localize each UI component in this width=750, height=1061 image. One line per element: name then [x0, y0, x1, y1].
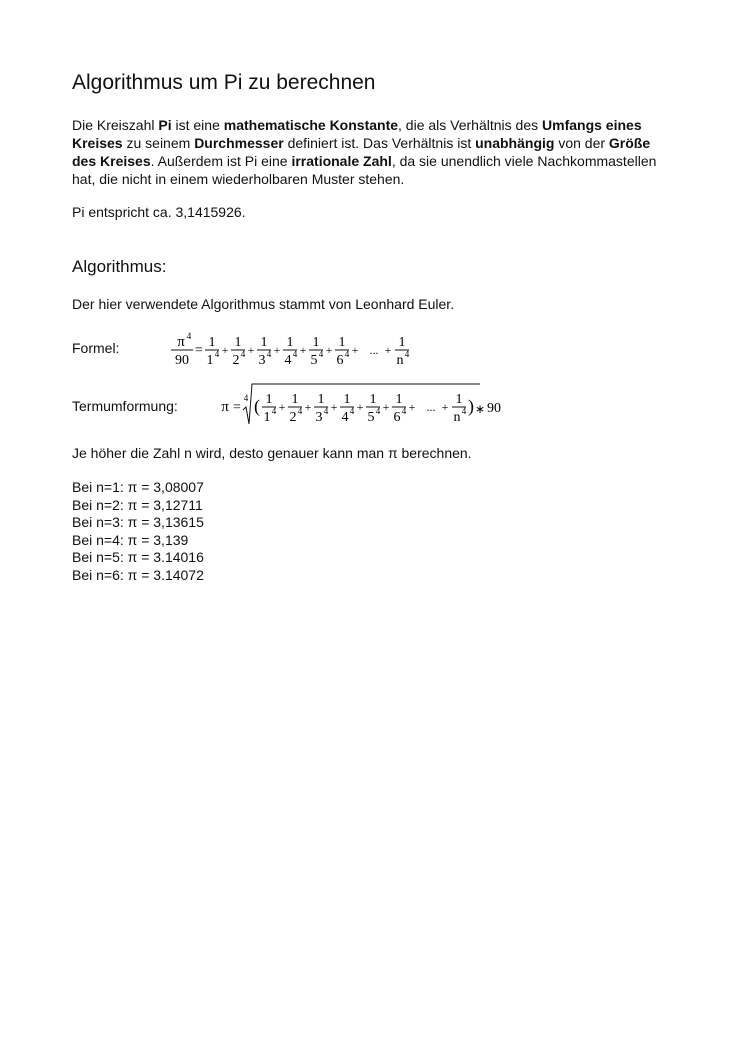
transformation-label: Termumformung:: [72, 398, 178, 414]
plus-sign: +: [356, 400, 364, 414]
plus-sign: +: [382, 400, 390, 414]
exponent: 4: [186, 331, 192, 341]
intro-text: von der: [554, 135, 609, 151]
fraction-numerator: 1: [317, 392, 325, 407]
result-item: Bei n=6: π = 3.14072: [72, 566, 204, 583]
intro-text: ist eine: [171, 117, 224, 133]
result-item: Bei n=4: π = 3,139: [72, 531, 189, 548]
fraction-denominator: 1: [206, 353, 214, 368]
exponent: 4: [344, 349, 350, 359]
exponent: 4: [266, 349, 272, 359]
result-item: Bei n=5: π = 3.14016: [72, 549, 204, 565]
plus-sign: +: [304, 400, 312, 414]
equals-sign: =: [233, 400, 241, 415]
plus-sign: +: [408, 400, 416, 414]
fraction-numerator: 1: [455, 392, 463, 407]
page-title: Algorithmus um Pi zu berechnen: [72, 71, 376, 94]
fraction-denominator: 2: [289, 410, 297, 425]
exponent: 4: [401, 406, 407, 416]
fraction-denominator: n: [396, 353, 404, 368]
pi-approximation: Pi entspricht ca. 3,1415926.: [72, 204, 246, 220]
pi-symbol: π: [221, 399, 229, 415]
result-item: Bei n=1: π = 3,08007: [72, 479, 204, 495]
transformed-formula: [217, 381, 501, 431]
results-list: [72, 479, 204, 584]
ellipsis: ...: [426, 400, 436, 414]
intro-bold-term: Durchmesser: [194, 135, 284, 151]
fraction-denominator: 3: [258, 353, 266, 368]
intro-text: , da sie unendlich viele Nachkommastellen hat, die nicht in einem wiederholbaren Muster stehen.: [72, 153, 657, 187]
fraction-denominator: 5: [310, 353, 318, 368]
root-index: 4: [243, 393, 249, 403]
exponent: 4: [271, 406, 277, 416]
exponent: 4: [318, 349, 324, 359]
open-paren: (: [254, 396, 260, 416]
plus-sign: +: [247, 343, 255, 357]
fraction-numerator: 1: [395, 392, 403, 407]
intro-paragraph: [72, 116, 672, 188]
intro-bold-term: mathematische Konstante: [223, 117, 399, 133]
intro-bold-term: Umfangs eines Kreises: [72, 117, 642, 151]
fraction-numerator: 1: [312, 335, 320, 350]
intro-text: definiert ist. Das Verhältnis ist: [283, 135, 476, 151]
fraction-denominator: 90: [175, 353, 189, 368]
plus-sign: +: [441, 400, 449, 414]
pi-symbol: π: [177, 334, 185, 350]
intro-text: zu seinem: [122, 135, 195, 151]
fraction-denominator: 4: [341, 410, 349, 425]
factor-90: 90: [487, 401, 501, 416]
equals-sign: =: [195, 343, 203, 358]
exponent: 4: [297, 406, 303, 416]
close-paren: ): [468, 396, 474, 416]
exponent: 4: [404, 349, 410, 359]
intro-text: , die als Verhältnis des: [398, 117, 543, 133]
plus-sign: +: [384, 343, 392, 357]
exponent: 4: [323, 406, 329, 416]
plus-sign: +: [221, 343, 229, 357]
intro-bold-term: irrationale Zahl: [291, 153, 392, 169]
ellipsis: ...: [369, 343, 379, 357]
plus-sign: +: [273, 343, 281, 357]
exponent: 4: [349, 406, 355, 416]
fraction-denominator: 1: [263, 410, 271, 425]
fraction-denominator: 3: [315, 410, 323, 425]
fraction-numerator: 1: [343, 392, 351, 407]
multiply-sign: ∗: [474, 402, 486, 416]
intro-bold-term: unabhängig: [475, 135, 555, 151]
fraction-numerator: 1: [260, 335, 268, 350]
precision-statement: Je höher die Zahl n wird, desto genauer kann man π berechnen.: [72, 445, 472, 461]
fraction-numerator: 1: [265, 392, 273, 407]
section-heading: Algorithmus:: [72, 257, 167, 276]
plus-sign: +: [325, 343, 333, 357]
result-item: Bei n=3: π = 3,13615: [72, 514, 204, 530]
plus-sign: +: [351, 343, 359, 357]
plus-sign: +: [278, 400, 286, 414]
fraction-numerator: 1: [338, 335, 346, 350]
formula-label: Formel:: [72, 340, 120, 356]
fraction-numerator: 1: [398, 335, 406, 350]
fraction-numerator: 1: [369, 392, 377, 407]
fraction-denominator: 6: [393, 410, 401, 425]
intro-text: . Außerdem ist Pi eine: [150, 153, 292, 169]
intro-text: Die Kreiszahl: [72, 117, 159, 133]
exponent: 4: [461, 406, 467, 416]
algorithm-origin: Der hier verwendete Algorithmus stammt von Leonhard Euler.: [72, 296, 455, 312]
fraction-denominator: 5: [367, 410, 375, 425]
euler-formula: [171, 328, 411, 372]
fraction-numerator: 1: [286, 335, 294, 350]
intro-bold-term: Größe des Kreises: [72, 135, 651, 169]
plus-sign: +: [299, 343, 307, 357]
fraction-numerator: 1: [234, 335, 242, 350]
fraction-numerator: 1: [208, 335, 216, 350]
plus-sign: +: [330, 400, 338, 414]
fraction-denominator: 2: [232, 353, 240, 368]
exponent: 4: [240, 349, 246, 359]
exponent: 4: [292, 349, 298, 359]
fraction-numerator: 1: [291, 392, 299, 407]
result-item: Bei n=2: π = 3,12711: [72, 496, 203, 513]
fraction-denominator: n: [453, 410, 461, 425]
exponent: 4: [214, 349, 220, 359]
exponent: 4: [375, 406, 381, 416]
intro-bold-term: Pi: [158, 117, 172, 133]
fraction-denominator: 4: [284, 353, 292, 368]
fraction-denominator: 6: [336, 353, 344, 368]
